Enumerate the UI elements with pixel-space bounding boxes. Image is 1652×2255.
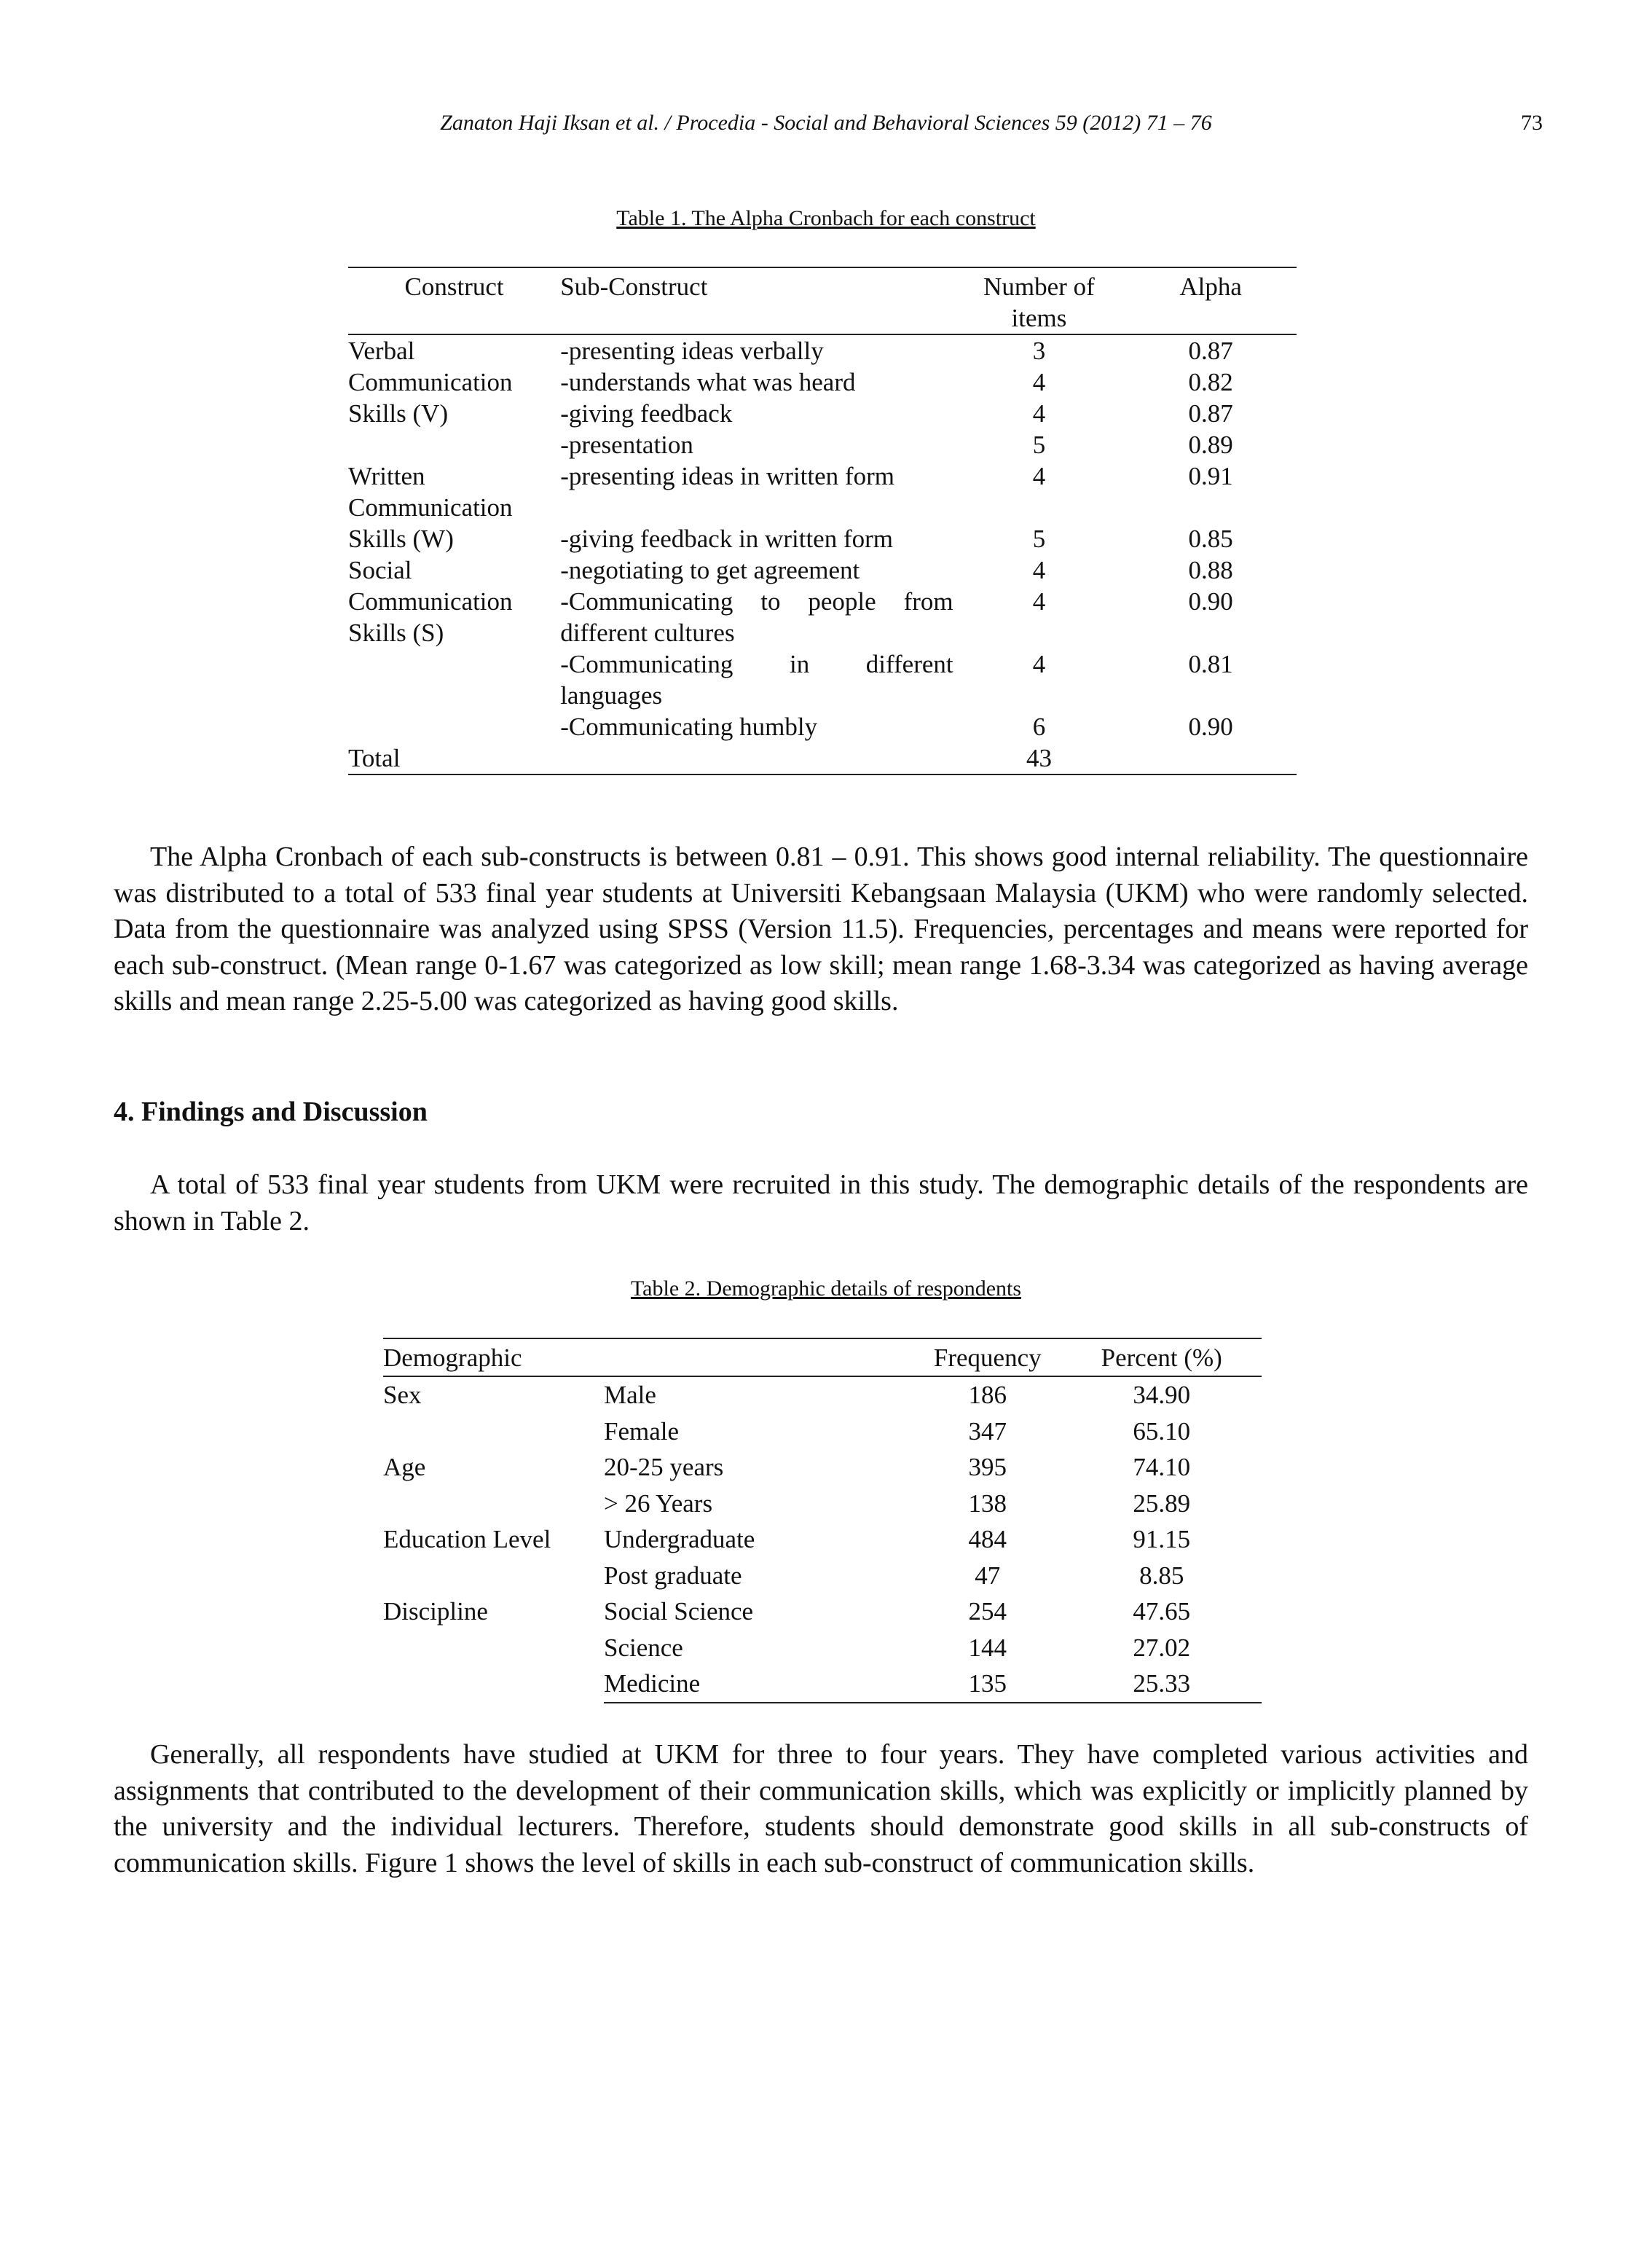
cell-alpha (1125, 742, 1297, 774)
cell-construct: Written Communication (348, 462, 513, 522)
cell-alpha: 0.88 (1188, 556, 1233, 584)
cell-alpha: 0.85 (1188, 525, 1233, 553)
cell-category: Post graduate (604, 1561, 742, 1590)
cell-frequency: 347 (968, 1416, 1007, 1446)
table-row (348, 398, 1297, 429)
cell-construct: Skills (V) (348, 399, 449, 428)
cell-demographic: Sex (383, 1381, 422, 1409)
table-row (383, 1521, 1262, 1558)
table-row (348, 460, 1297, 523)
cell-sub-construct: -presentation (560, 431, 693, 459)
table-row (383, 1593, 1262, 1630)
cell-alpha: 0.81 (1188, 650, 1233, 678)
table-row (383, 1413, 1262, 1450)
cell-percent: 27.02 (1133, 1633, 1191, 1662)
cell-demographic (383, 1413, 604, 1450)
cell-construct (348, 648, 560, 711)
running-header (0, 111, 1652, 147)
cell-demographic (383, 1558, 604, 1594)
cell-construct: Verbal (348, 337, 415, 365)
cell-category: Social Science (604, 1597, 754, 1625)
journal-citation: Zanaton Haji Iksan et al. / Procedia - Social and Behavioral Sciences 59 (2012) 71 – 76 (440, 111, 1212, 135)
table-row (383, 1449, 1262, 1486)
cell-category: 20-25 years (604, 1453, 724, 1481)
cell-sub-construct: -giving feedback (560, 399, 733, 428)
cell-percent: 91.15 (1133, 1525, 1191, 1553)
cell-alpha: 0.90 (1188, 587, 1233, 616)
cell-sub-construct: -presenting ideas verbally (560, 337, 824, 365)
cell-demographic: Age (383, 1453, 426, 1481)
table1-caption: Table 1. The Alpha Cronbach for each construct (616, 206, 1036, 230)
cell-demographic: Education Level (383, 1525, 551, 1553)
table2-col-category (604, 1338, 913, 1376)
cell-frequency: 135 (913, 1666, 1061, 1703)
cell-frequency: 186 (968, 1381, 1007, 1409)
cell-percent: 8.85 (1139, 1561, 1184, 1590)
cell-frequency: 138 (968, 1489, 1007, 1518)
table-row (383, 1486, 1262, 1522)
cell-sub-construct: -Communicating humbly (560, 713, 818, 741)
cell-sub-construct: -Communicating in different languages (560, 650, 953, 710)
cell-category: Female (604, 1416, 680, 1446)
cell-construct (348, 429, 560, 460)
table-row (348, 523, 1297, 554)
cell-demographic (383, 1630, 604, 1666)
cell-alpha: 0.89 (1188, 431, 1233, 459)
table1-alpha-cronbach (348, 267, 1297, 775)
cell-sub-construct (560, 742, 953, 774)
paragraph-respondents: A total of 533 final year students from UKM were recruited in this study. The demographic details of the respondents are shown in Table 2. (114, 1169, 1528, 1236)
table2-caption: Table 2. Demographic details of respondents (630, 1276, 1022, 1301)
cell-frequency: 395 (968, 1453, 1007, 1481)
cell-items: 43 (1026, 744, 1052, 772)
table2-col-frequency: Frequency (933, 1344, 1042, 1372)
cell-items: 5 (1032, 525, 1046, 553)
table1-col-alpha: Alpha (1179, 272, 1242, 301)
table-row (348, 334, 1297, 366)
cell-category: Medicine (604, 1666, 913, 1703)
table-row (348, 366, 1297, 398)
cell-sub-construct: -understands what was heard (560, 368, 856, 396)
cell-frequency: 254 (968, 1597, 1007, 1625)
cell-alpha: 0.87 (1188, 337, 1233, 365)
cell-alpha: 0.90 (1188, 713, 1233, 741)
table-row (383, 1376, 1262, 1413)
cell-items: 4 (1032, 556, 1046, 584)
cell-percent: 34.90 (1133, 1381, 1191, 1409)
cell-frequency: 47 (975, 1561, 1001, 1590)
page-number: 73 (1521, 111, 1543, 135)
table-row (348, 586, 1297, 648)
cell-construct: Total (348, 744, 401, 772)
cell-percent: 25.33 (1061, 1666, 1262, 1703)
table-row (348, 554, 1297, 586)
cell-percent: 25.89 (1133, 1489, 1191, 1518)
cell-items: 4 (1032, 368, 1046, 396)
table1-col-items: Number of items (983, 272, 1095, 332)
table1-col-construct: Construct (404, 272, 504, 301)
cell-items: 4 (1032, 587, 1046, 616)
cell-items: 6 (1032, 713, 1046, 741)
table-row (348, 648, 1297, 711)
cell-items: 5 (1032, 431, 1046, 459)
table2-col-demographic: Demographic (383, 1344, 522, 1372)
paragraph-generally: Generally, all respondents have studied at UKM for three to four years. They have completed various activities and assignments that contributed to the development of their communication skills, which was explicitly or implicitly planned by the university and the individual lecturers. Therefore, students should demonstrate good skills in all sub-constructs of communication skills. Figure 1 shows the level of skills in each sub-construct of communication skills. (114, 1739, 1528, 1878)
cell-category: Male (604, 1381, 656, 1409)
cell-construct: Social (348, 556, 412, 584)
cell-sub-construct: -giving feedback in written form (560, 525, 893, 553)
cell-percent: 74.10 (1133, 1453, 1191, 1481)
table2-demographics (383, 1338, 1262, 1703)
cell-sub-construct: -Communicating to people from different cultures (560, 587, 953, 647)
cell-items: 4 (1032, 650, 1046, 678)
table-row (383, 1630, 1262, 1666)
table-row (348, 711, 1297, 742)
cell-construct: Skills (W) (348, 525, 454, 553)
cell-category: Science (604, 1633, 683, 1662)
cell-demographic (383, 1666, 604, 1703)
cell-sub-construct: -presenting ideas in written form (560, 462, 894, 490)
cell-demographic (383, 1486, 604, 1522)
cell-construct (348, 711, 560, 742)
cell-alpha: 0.91 (1188, 462, 1233, 490)
cell-construct: Communication Skills (S) (348, 587, 513, 647)
table-row (348, 742, 1297, 774)
cell-category: Undergraduate (604, 1525, 755, 1553)
cell-percent: 47.65 (1133, 1597, 1191, 1625)
cell-items: 4 (1032, 462, 1046, 490)
cell-frequency: 484 (968, 1525, 1007, 1553)
table-row (383, 1666, 1262, 1703)
table-row (348, 429, 1297, 460)
table-row (383, 1558, 1262, 1594)
cell-sub-construct: -negotiating to get agreement (560, 556, 860, 584)
section-heading: 4. Findings and Discussion (114, 1097, 428, 1127)
cell-frequency: 144 (968, 1633, 1007, 1662)
cell-items: 3 (1032, 337, 1046, 365)
cell-alpha: 0.82 (1188, 368, 1233, 396)
cell-construct: Communication (348, 368, 513, 396)
table1-header-row (348, 267, 1297, 334)
cell-percent: 65.10 (1133, 1416, 1191, 1446)
paragraph-reliability: The Alpha Cronbach of each sub-constructs is between 0.81 – 0.91. This shows good internal reliability. The questionnaire was distributed to a total of 533 final year students at Universiti Kebangsaan Malaysia (UKM) who were randomly selected. Data from the questionnaire was analyzed using SPSS (Version 11.5). Frequencies, percentages and means were reported for each sub-construct. (Mean range 0-1.67 was categorized as low skill; mean range 1.68-3.34 was categorized as having average skills and mean range 2.25-5.00 was categorized as having good skills. (114, 842, 1528, 1016)
table1-col-sub-construct: Sub-Construct (560, 272, 708, 301)
table2-col-percent: Percent (%) (1101, 1344, 1222, 1372)
cell-category: > 26 Years (604, 1489, 713, 1518)
cell-demographic: Discipline (383, 1597, 488, 1625)
cell-items: 4 (1032, 399, 1046, 428)
cell-alpha: 0.87 (1188, 399, 1233, 428)
table2-header-row (383, 1338, 1262, 1376)
